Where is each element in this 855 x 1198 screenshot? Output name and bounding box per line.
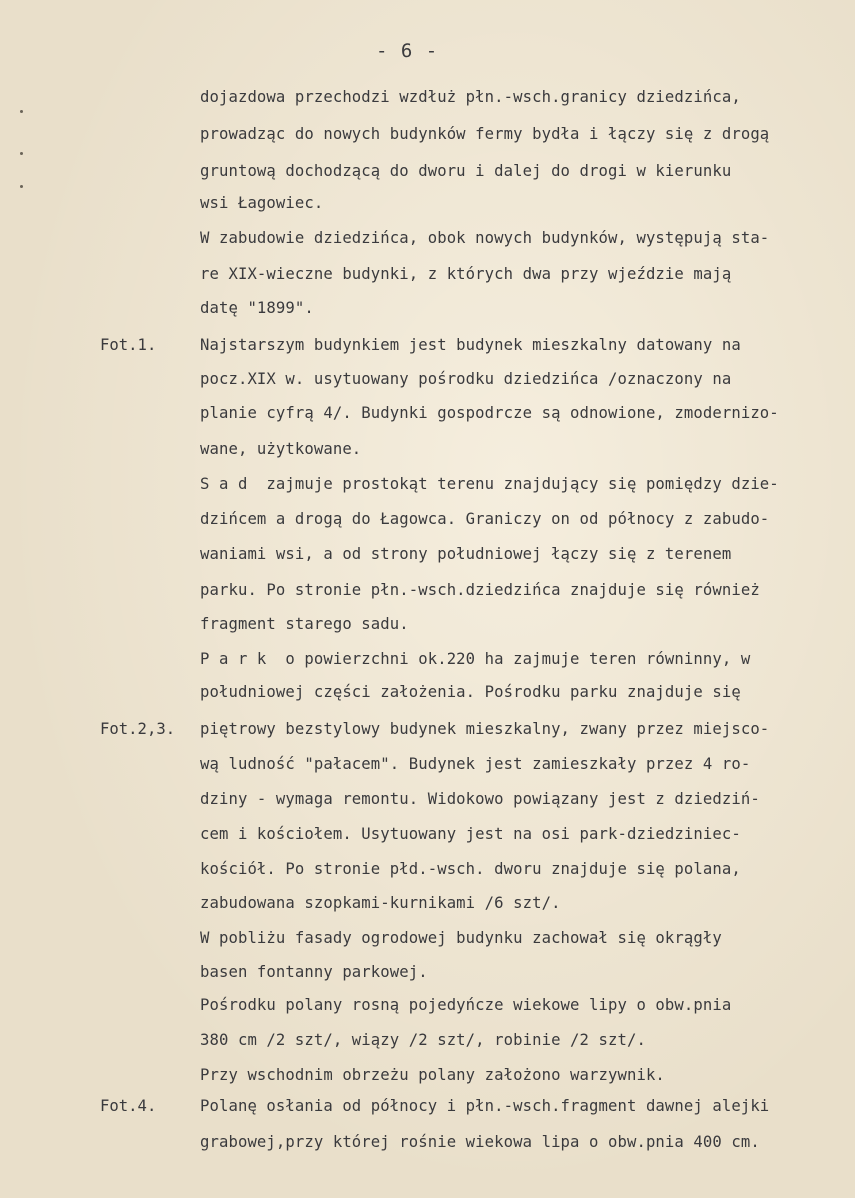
text-line: W zabudowie dziedzińca, obok nowych budynków, występują sta- bbox=[200, 229, 770, 247]
binder-hole-mark bbox=[20, 152, 23, 155]
text-line: re XIX-wieczne budynki, z których dwa przy wjeździe mają bbox=[200, 265, 732, 283]
text-line: wane, użytkowane. bbox=[200, 440, 362, 458]
text-line: gruntową dochodzącą do dworu i dalej do drogi w kierunku bbox=[200, 162, 732, 180]
binder-hole-mark bbox=[20, 185, 23, 188]
text-line: Polanę osłania od północy i płn.-wsch.fragment dawnej alejki bbox=[200, 1097, 770, 1115]
text-line: wsi Łagowiec. bbox=[200, 194, 324, 212]
text-line: fragment starego sadu. bbox=[200, 615, 409, 633]
text-line: Najstarszym budynkiem jest budynek mieszkalny datowany na bbox=[200, 336, 741, 354]
text-line: P a r k o powierzchni ok.220 ha zajmuje teren równinny, w bbox=[200, 650, 751, 668]
text-line: wą ludność "pałacem". Budynek jest zamieszkały przez 4 ro- bbox=[200, 755, 751, 773]
text-line: waniami wsi, a od strony południowej łączy się z terenem bbox=[200, 545, 732, 563]
text-line: 380 cm /2 szt/, wiązy /2 szt/, robinie /2 szt/. bbox=[200, 1031, 646, 1049]
text-line: prowadząc do nowych budynków fermy bydła i łączy się z drogą bbox=[200, 125, 770, 143]
text-line: cem i kościołem. Usytuowany jest na osi park-dziedziniec- bbox=[200, 825, 741, 843]
text-line: planie cyfrą 4/. Budynki gospodrcze są odnowione, zmodernizo- bbox=[200, 404, 779, 422]
photo-reference-label: Fot.2,3. bbox=[100, 720, 176, 738]
text-line: W pobliżu fasady ogrodowej budynku zachował się okrągły bbox=[200, 929, 722, 947]
text-line: dzińcem a drogą do Łagowca. Graniczy on od północy z zabudo- bbox=[200, 510, 770, 528]
text-line: południowej części założenia. Pośrodku parku znajduje się bbox=[200, 683, 741, 701]
text-line: Przy wschodnim obrzeżu polany założono warzywnik. bbox=[200, 1066, 665, 1084]
page-number: - 6 - bbox=[376, 40, 439, 62]
text-line: Pośrodku polany rosną pojedyńcze wiekowe lipy o obw.pnia bbox=[200, 996, 732, 1014]
photo-reference-label: Fot.1. bbox=[100, 336, 157, 354]
text-line: parku. Po stronie płn.-wsch.dziedzińca znajduje się również bbox=[200, 581, 760, 599]
text-line: piętrowy bezstylowy budynek mieszkalny, zwany przez miejsco- bbox=[200, 720, 770, 738]
text-line: basen fontanny parkowej. bbox=[200, 963, 428, 981]
binder-hole-mark bbox=[20, 110, 23, 113]
text-line: S a d zajmuje prostokąt terenu znajdujący się pomiędzy dzie- bbox=[200, 475, 779, 493]
text-line: datę "1899". bbox=[200, 299, 314, 317]
text-line: kościół. Po stronie płd.-wsch. dworu znajduje się polana, bbox=[200, 860, 741, 878]
text-line: grabowej,przy której rośnie wiekowa lipa o obw.pnia 400 cm. bbox=[200, 1133, 760, 1151]
photo-reference-label: Fot.4. bbox=[100, 1097, 157, 1115]
text-line: dziny - wymaga remontu. Widokowo powiązany jest z dziedziń- bbox=[200, 790, 760, 808]
text-line: zabudowana szopkami-kurnikami /6 szt/. bbox=[200, 894, 561, 912]
text-line: dojazdowa przechodzi wzdłuż płn.-wsch.granicy dziedzińca, bbox=[200, 88, 741, 106]
text-line: pocz.XIX w. usytuowany pośrodku dziedzińca /oznaczony na bbox=[200, 370, 732, 388]
